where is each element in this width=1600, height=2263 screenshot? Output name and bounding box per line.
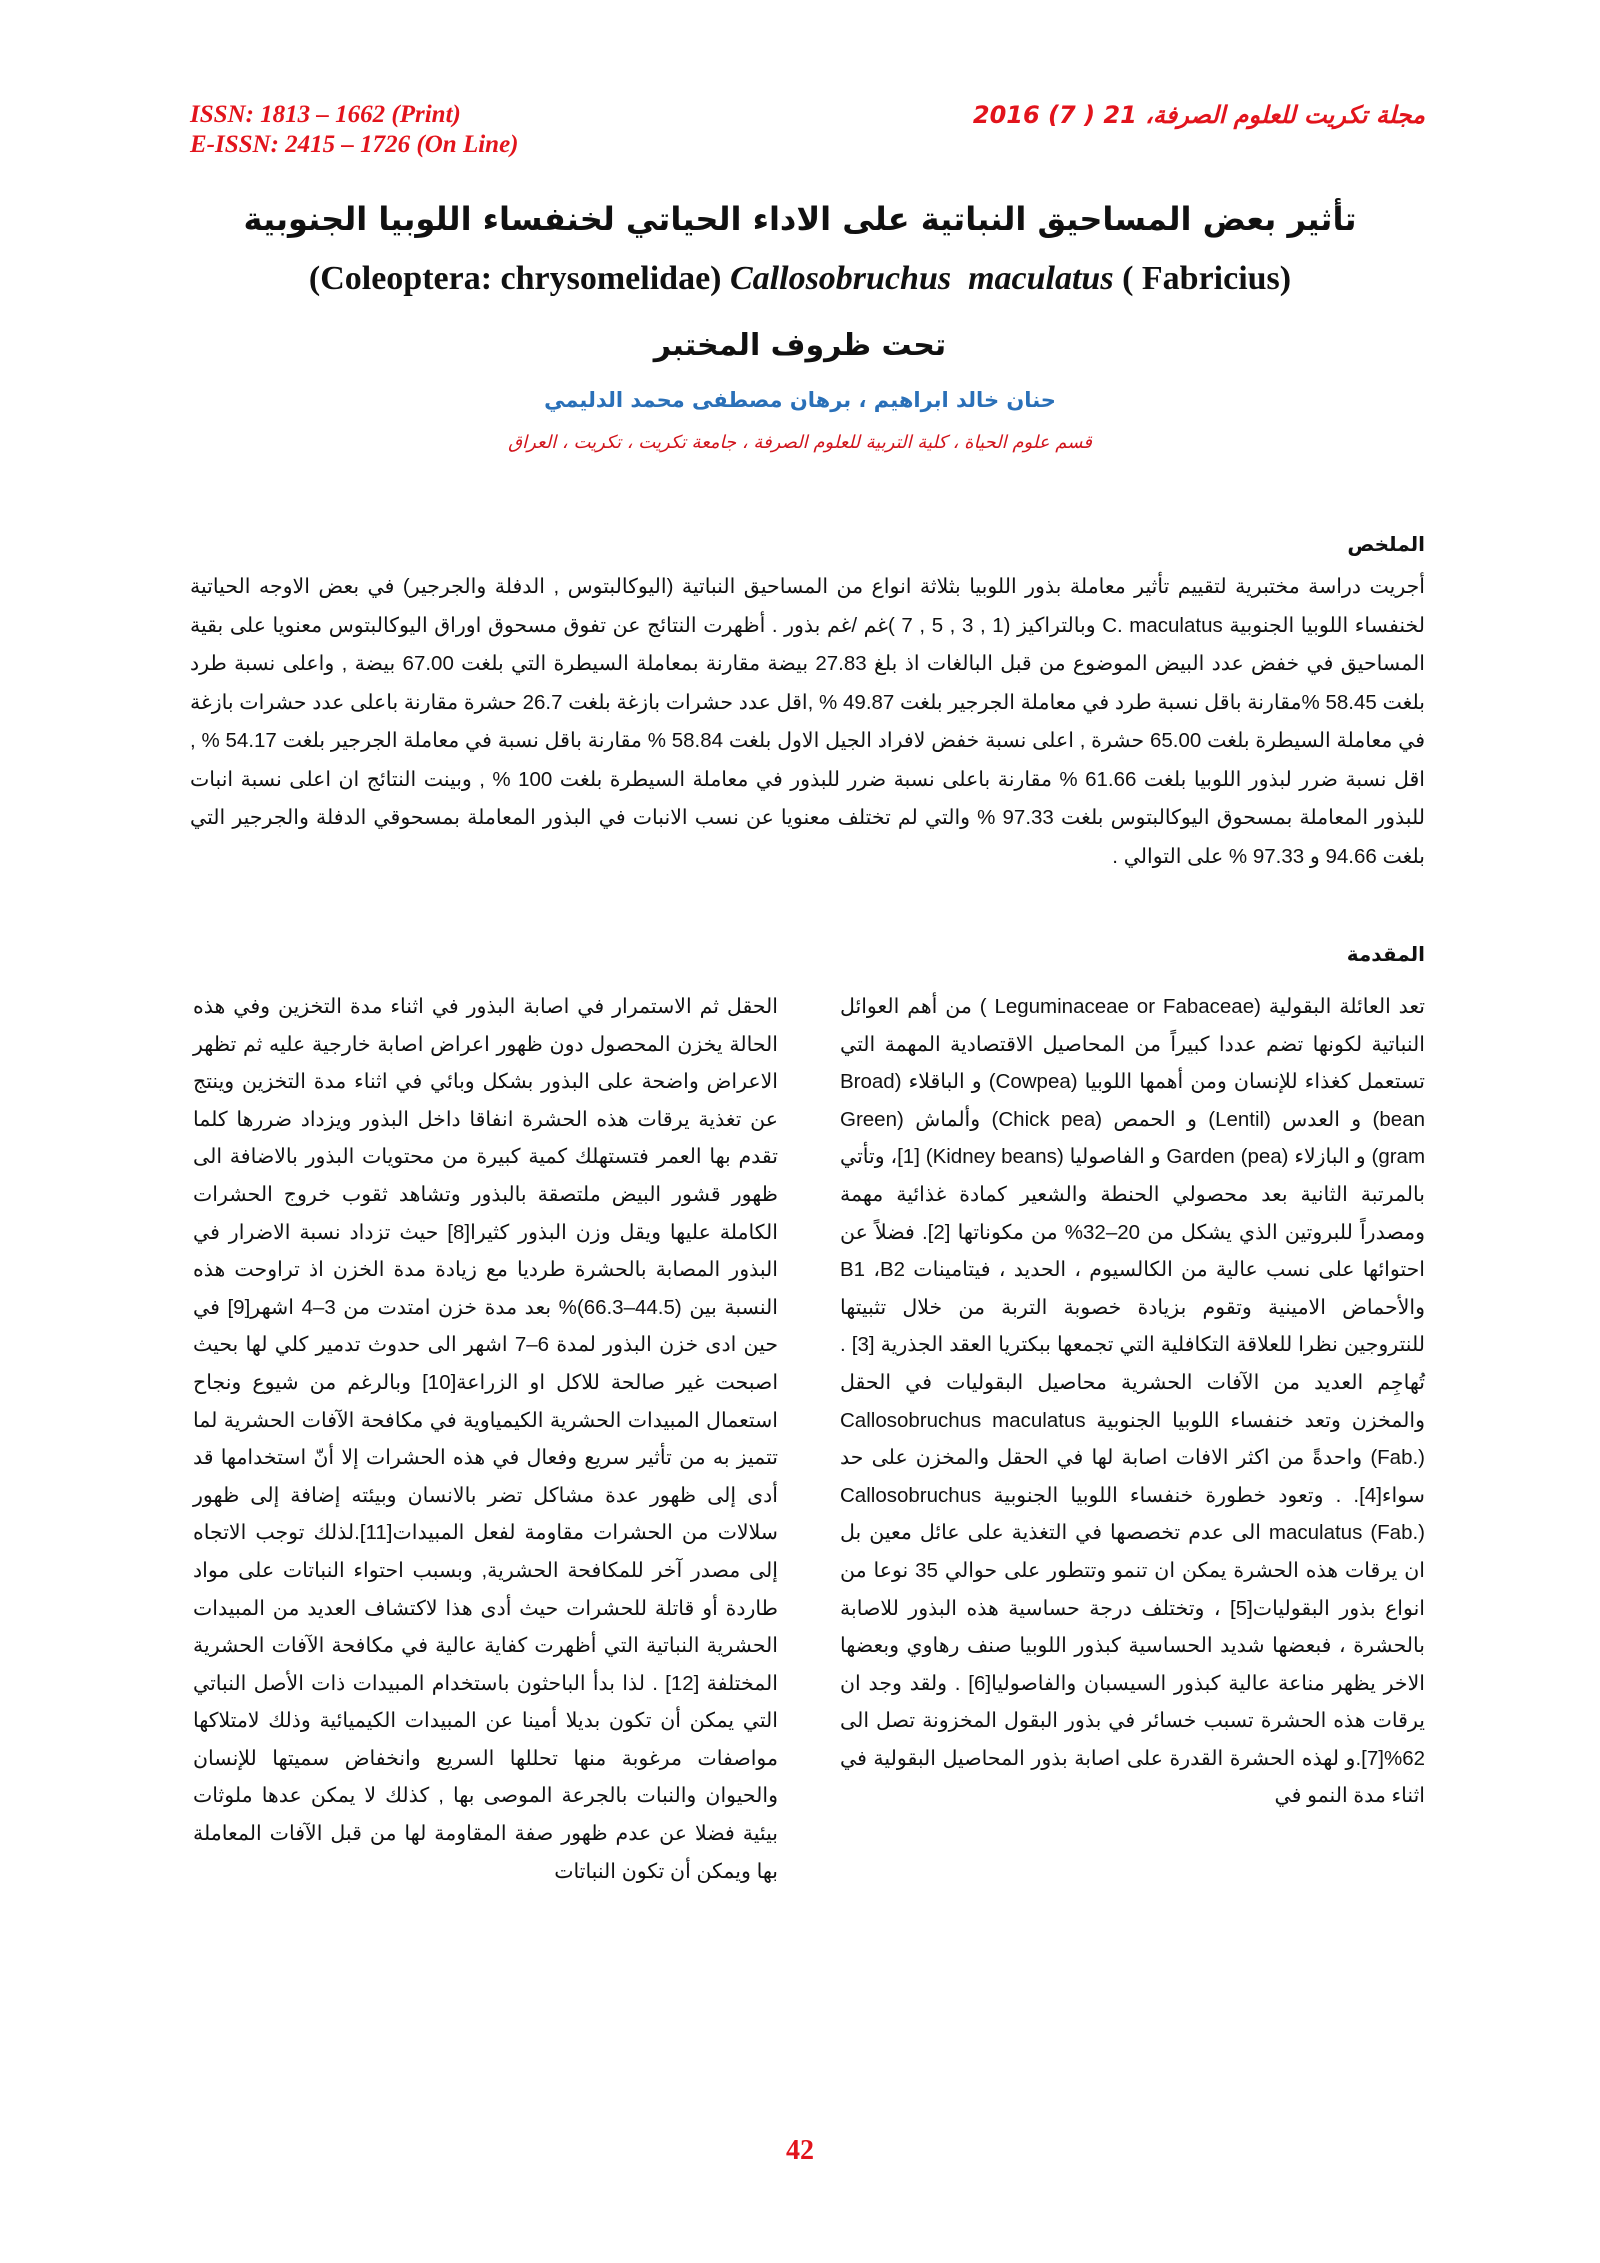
abstract-text: أجريت دراسة مختبرية لتقييم تأثير معاملة بذور اللوبيا بثلاثة انواع من المساحيق النباتية (اليوكالبتوس , الدفلة والجرجير) في بعض الاوجه الحياتية لخنفساء اللوبيا الجنوبية C. maculatus وبالتراكيز (1 , 3 , 5 , 7 )غم /غم بذور . أظهرت النتائج عن تفوق مسحوق اوراق اليوكالبتوس معنويا على بقية المساحيق في خفض عدد البيض الموضوع من قبل البالغات اذ بلغ 27.83 بيضة مقارنة بمعاملة السيطرة التي بلغت 67.00 بيضة , واعلى نسبة طرد بلغت 58.45 %مقارنة باقل نسبة طرد في معاملة الجرجير بلغت 49.87 % ,اقل عدد حشرات بازغة بلغت 26.7 حشرة مقارنة باعلى عدد حشرات بازغة في معاملة السيطرة بلغت 65.00 حشرة , اعلى نسبة خفض لافراد الجيل الاول بلغت 58.84 % مقارنة باقل نسبة في معاملة الجرجير بلغت 54.17 % , اقل نسبة ضرر لبذور اللوبيا بلغت 61.66 % مقارنة باعلى نسبة ضرر للبذور في معاملة السيطرة بلغت 100 % , وبينت النتائج ان اعلى نسبة انبات للبذور المعاملة بمسحوق اليوكالبتوس بلغت 97.33 % والتي لم تختلف معنويا عن نسب الانبات في البذور المعاملة بمسحوقي الدفلة والجرجير التي بلغت 94.66 و 97.33 % على التوالي . bbox=[190, 575, 1426, 868]
issn-block bbox=[190, 100, 519, 160]
title-arabic-line2: تحت ظروف المختبر bbox=[653, 328, 947, 363]
journal-citation: مجلة تكريت للعلوم الصرفة، 21 ( 7) 2016 bbox=[972, 101, 1425, 129]
intro-right-column: تعد العائلة البقولية (Leguminaceae or Fabaceae ) من أهم العوائل النباتية لكونها تضم عددا كبيراً من المحاصيل الاقتصادية المهمة التي تستعمل كغذاء للإنسان ومن أهمها اللوبيا (Cowpea) و الباقلاء (Broad bean) و العدس (Lentil) و الحمص (Chick pea) وألماش (Green gram) و البازلاء Garden (pea) و الفاصوليا (Kidney beans) [1]، وتأتي بالمرتبة الثانية بعد محصولي الحنطة والشعير كمادة غذائية مهمة ومصدراً للبروتين الذي يشكل من 20–32% من مكوناتها [2]. فضلاً عن احتوائها على نسب عالية من الكالسيوم ، الحديد ، فيتامينات B1 ،B2 والأحماض الامينية وتقوم بزيادة خصوبة التربة من خلال تثبيتها للنتروجين نظرا للعلاقة التكافلية التي تجمعها ببكتريا العقد الجذرية [3] . تُهاجِم العديد من الآفات الحشرية محاصيل البقوليات في الحقل والمخزن وتعد خنفساء اللوبيا الجنوبية Callosobruchus maculatus (Fab.) واحدةً من اكثر الافات اصابة لها في الحقل والمخزن على حد سواء[4]. . وتعود خطورة خنفساء اللوبيا الجنوبية Callosobruchus maculatus (Fab.) الى عدم تخصصها في التغذية على عائل معين بل ان يرقات هذه الحشرة يمكن ان تنمو وتتطور على حوالي 35 نوعا من انواع بذور البقوليات[5] ، وتختلف درجة حساسية هذه البذور للاصابة بالحشرة ، فبعضها شديد الحساسية كبذور اللوبيا صنف رهاوي وبعضها الاخر يظهر مناعة عالية كبذور السيسبان والفاصوليا[6] . ولقد وجد ان يرقات هذه الحشرة تسبب خسائر في بذور البقول المخزونة تصل الى 62%[7].و لهذه الحشرة القدرة على اصابة بذور المحاصيل البقولية في اثناء مدة النمو في bbox=[840, 995, 1426, 1808]
abstract-heading: الملخص bbox=[1347, 532, 1425, 556]
introduction-heading: المقدمة bbox=[1346, 942, 1425, 966]
page-header bbox=[190, 100, 1425, 170]
intro-left-column: الحقل ثم الاستمرار في اصابة البذور في اثناء مدة التخزين وفي هذه الحالة يخزن المحصول دون ظهور اعراض اصابة خارجية عليه ثم تظهر الاعراض واضحة على البذور بشكل وبائي في اثناء مدة التخزين وينتج عن تغذية يرقات هذه الحشرة انفاقا داخل البذور ويزداد ضررها كلما تقدم بها العمر فتستهلك كمية كبيرة من محتويات البذور بالاضافة الى ظهور قشور البيض ملتصقة بالبذور وتشاهد ثقوب خروج الحشرات الكاملة عليها ويقل وزن البذور كثيرا[8] حيث تزداد نسبة الاضرار في البذور المصابة بالحشرة طرديا مع زيادة مدة الخزن اذ تراوحت هذه النسبة بين (44.5–66.3)% بعد مدة خزن امتدت من 3–4 اشهر[9] في حين ادى خزن البذور لمدة 6–7 اشهر الى حدوث تدمير كلي لها بحيث اصبحت غير صالحة للاكل او الزراعة[10] وبالرغم من شيوع ونجاح استعمال المبيدات الحشرية الكيمياوية في مكافحة الآفات الحشرية لما تتميز به من تأثير سريع وفعال في هذه الحشرات إلا أنّ استخدامها قد أدى إلى ظهور عدة مشاكل تضر بالانسان وبيئته إضافة إلى ظهور سلالات من الحشرات مقاومة لفعل المبيدات[11].لذلك توجب الاتجاه إلى مصدر آخر للمكافحة الحشرية, وبسبب احتواء النباتات على مواد طاردة أو قاتلة للحشرات حيث أدى هذا لاكتشاف العديد من المبيدات الحشرية النباتية التي أظهرت كفاية عالية في مكافحة الآفات الحشرية المختلفة [12] . لذا بدأ الباحثون باستخدام المبيدات ذات الأصل النباتي التي يمكن أن تكون بديلا أمينا عن المبيدات الكيميائية وذلك لامتلاكها مواصفات مرغوبة منها تحللها السريع وانخفاض سميتها للإنسان والحيوان والنبات بالجرعة الموصى بها , كذلك لا يمكن عدها ملوثات بيئية فضلا عن عدم ظهور صفة المقاومة لها من قبل الآفات المعاملة بها ويمكن أن تكون النباتات bbox=[193, 995, 779, 1883]
authors: حنان خالد ابراهيم ، برهان مصطفى محمد الدليمي bbox=[544, 388, 1056, 412]
page-number: 42 bbox=[786, 2135, 814, 2166]
title-english-line: (Coleoptera: chrysomelidae) Callosobruchus maculatus ( Fabricius) bbox=[308, 260, 1292, 297]
title-arabic-line1: تأثير بعض المساحيق النباتية على الاداء الحياتي لخنفساء اللوبيا الجنوبية bbox=[243, 200, 1357, 238]
affiliation: قسم علوم الحياة ، كلية التربية للعلوم الصرفة ، جامعة تكريت ، تكريت ، العراق bbox=[508, 432, 1092, 453]
issn-print: ISSN: 1813 – 1662 (Print) bbox=[190, 101, 461, 128]
issn-online: E-ISSN: 2415 – 1726 (On Line) bbox=[190, 131, 519, 158]
